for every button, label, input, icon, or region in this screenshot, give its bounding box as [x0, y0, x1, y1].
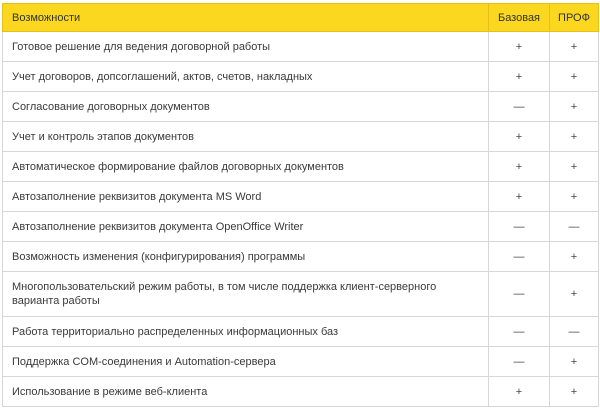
- basic-availability: —: [489, 212, 550, 242]
- basic-availability: +: [489, 182, 550, 212]
- prof-availability: —: [550, 212, 599, 242]
- prof-availability: +: [550, 272, 599, 317]
- prof-availability: +: [550, 62, 599, 92]
- table-row: [3, 317, 599, 347]
- feature-cell: Работа территориально распределенных информационных баз: [3, 317, 489, 347]
- table-row: [3, 92, 599, 122]
- prof-availability: —: [550, 317, 599, 347]
- basic-availability: —: [489, 272, 550, 317]
- prof-availability: +: [550, 242, 599, 272]
- table-row: [3, 32, 599, 62]
- header-prof-edition: ПРОФ: [550, 4, 599, 32]
- table-header-row: [3, 4, 599, 32]
- table-row: [3, 347, 599, 377]
- table-row: [3, 272, 599, 317]
- prof-availability: +: [550, 377, 599, 407]
- header-basic-edition: Базовая: [489, 4, 550, 32]
- feature-cell: Автоматическое формирование файлов договорных документов: [3, 152, 489, 182]
- feature-cell: Учет договоров, допсоглашений, актов, счетов, накладных: [3, 62, 489, 92]
- feature-cell: Возможность изменения (конфигурирования) программы: [3, 242, 489, 272]
- table-row: [3, 122, 599, 152]
- basic-availability: +: [489, 62, 550, 92]
- comparison-table-container: [2, 3, 598, 407]
- feature-cell: Многопользовательский режим работы, в том числе поддержка клиент-серверного варианта работы: [3, 272, 489, 317]
- basic-availability: —: [489, 347, 550, 377]
- basic-availability: —: [489, 317, 550, 347]
- prof-availability: +: [550, 347, 599, 377]
- basic-availability: —: [489, 242, 550, 272]
- prof-availability: +: [550, 32, 599, 62]
- basic-availability: +: [489, 122, 550, 152]
- feature-cell: Автозаполнение реквизитов документа MS Word: [3, 182, 489, 212]
- feature-cell: Готовое решение для ведения договорной работы: [3, 32, 489, 62]
- basic-availability: —: [489, 92, 550, 122]
- feature-cell: Поддержка COM-соединения и Automation-сервера: [3, 347, 489, 377]
- table-row: [3, 212, 599, 242]
- feature-cell: Учет и контроль этапов документов: [3, 122, 489, 152]
- basic-availability: +: [489, 32, 550, 62]
- prof-availability: +: [550, 122, 599, 152]
- feature-cell: Автозаполнение реквизитов документа OpenOffice Writer: [3, 212, 489, 242]
- table-row: [3, 182, 599, 212]
- feature-comparison-table: [2, 3, 599, 407]
- basic-availability: +: [489, 377, 550, 407]
- feature-cell: Согласование договорных документов: [3, 92, 489, 122]
- prof-availability: +: [550, 92, 599, 122]
- feature-cell: Использование в режиме веб-клиента: [3, 377, 489, 407]
- table-row: [3, 62, 599, 92]
- table-row: [3, 377, 599, 407]
- prof-availability: +: [550, 152, 599, 182]
- basic-availability: +: [489, 152, 550, 182]
- table-row: [3, 152, 599, 182]
- prof-availability: +: [550, 182, 599, 212]
- table-row: [3, 242, 599, 272]
- header-features: Возможности: [3, 4, 489, 32]
